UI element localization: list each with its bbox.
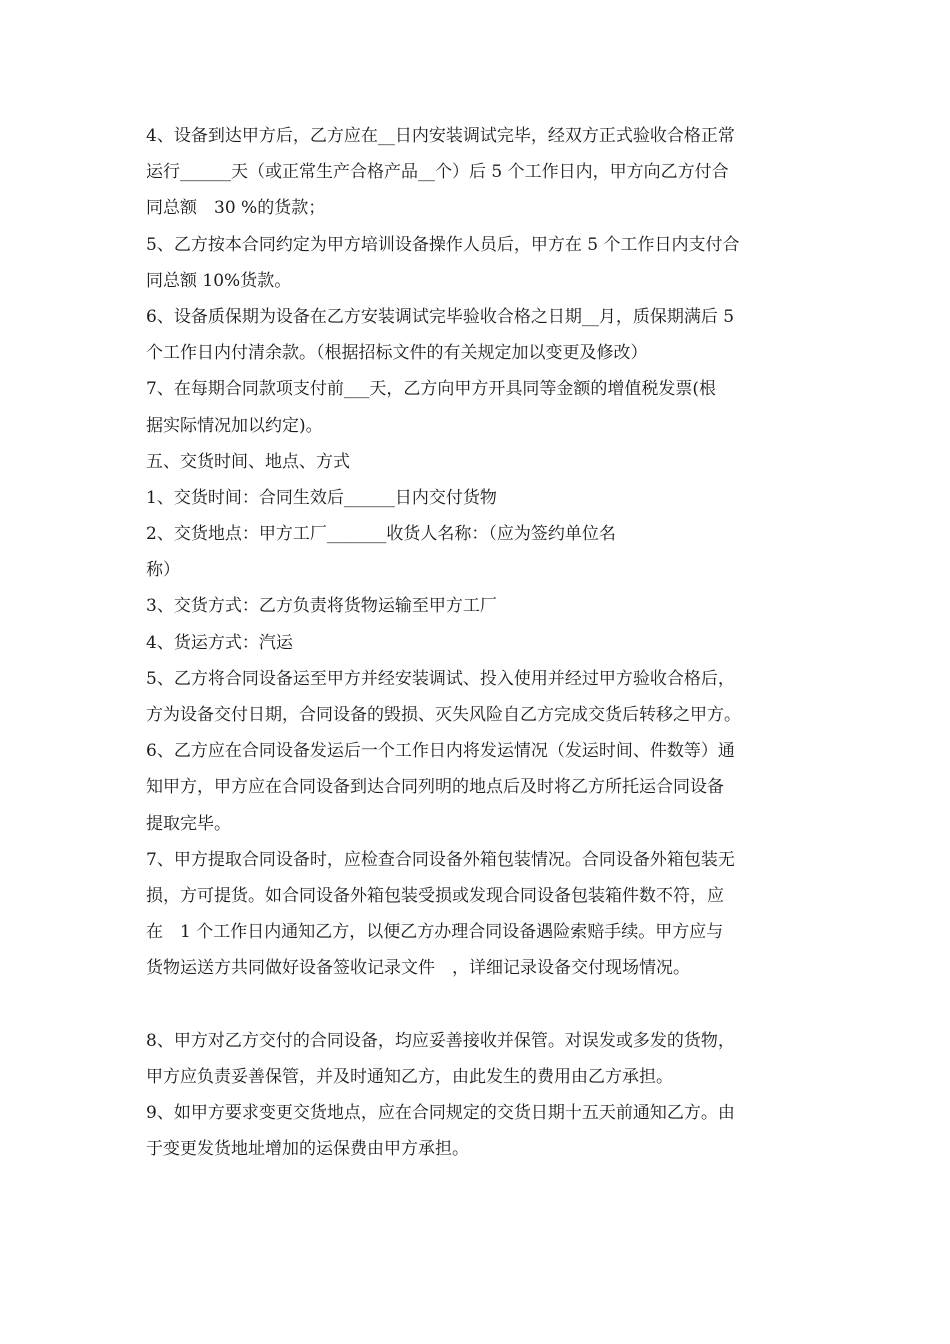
text-line: 3、交货方式：乙方负责将货物运输至甲方工厂 <box>146 596 497 617</box>
text-line: 称） <box>146 560 180 581</box>
text-line: 6、乙方应在合同设备发运后一个工作日内将发运情况（发运时间、件数等）通 <box>146 741 735 762</box>
text-line: 知甲方，甲方应在合同设备到达合同列明的地点后及时将乙方所托运合同设备 <box>146 777 724 798</box>
text-line: 7、甲方提取合同设备时，应检查合同设备外箱包装情况。合同设备外箱包装无 <box>146 849 735 870</box>
text-line: 于变更发货地址增加的运保费由甲方承担。 <box>146 1139 469 1160</box>
text-line: 6、设备质保期为设备在乙方安装调试完毕验收合格之日期__月，质保期满后 5 <box>146 306 735 327</box>
text-line: 损，方可提货。如合同设备外箱包装受损或发现合同设备包装箱件数不符，应 <box>146 885 724 906</box>
section-heading: 五、交货时间、地点、方式 <box>146 451 350 472</box>
text-line: 7、在每期合同款项支付前___天，乙方向甲方开具同等金额的增值税发票(根 <box>146 379 716 400</box>
text-line: 货物运送方共同做好设备签收记录文件 ，详细记录设备交付现场情况。 <box>146 958 690 979</box>
text-line: 4、货运方式：汽运 <box>146 632 293 653</box>
text-line: 据实际情况加以约定)。 <box>146 415 323 436</box>
text-line: 方为设备交付日期，合同设备的毁损、灭失风险自乙方完成交货后转移之甲方。 <box>146 705 741 725</box>
text-line: 9、如甲方要求变更交货地点，应在合同规定的交货日期十五天前通知乙方。由 <box>146 1103 735 1124</box>
text-line: 4、设备到达甲方后，乙方应在__日内安装调试完毕，经双方正式验收合格正常 <box>146 126 735 146</box>
text-line: 甲方应负责妥善保管，并及时通知乙方，由此发生的费用由乙方承担。 <box>146 1066 673 1087</box>
text-line: 同总额 10%货款。 <box>146 270 292 291</box>
text-line: 2、交货地点：甲方工厂_______收货人名称：（应为签约单位名 <box>146 524 616 545</box>
blank-line <box>146 987 818 1023</box>
text-line: 8、甲方对乙方交付的合同设备，均应妥善接收并保管。对误发或多发的货物， <box>146 1030 735 1051</box>
text-line: 运行______天（或正常生产合格产品__个）后 5 个工作日内，甲方向乙方付合 <box>146 162 729 183</box>
text-line: 提取完毕。 <box>146 813 231 834</box>
text-line: 5、乙方将合同设备运至甲方并经安装调试、投入使用并经过甲方验收合格后， <box>146 668 735 689</box>
document-body <box>146 118 818 1167</box>
text-line: 同总额 30 %的货款； <box>146 198 326 219</box>
text-line: 个工作日内付清余款。（根据招标文件的有关规定加以变更及修改） <box>146 343 648 364</box>
text-line: 在 1 个工作日内通知乙方，以便乙方办理合同设备遇险索赔手续。甲方应与 <box>146 922 724 943</box>
text-line: 1、交货时间：合同生效后______日内交付货物 <box>146 487 497 508</box>
text-line: 5、乙方按本合同约定为甲方培训设备操作人员后，甲方在 5 个工作日内支付合 <box>146 234 740 255</box>
